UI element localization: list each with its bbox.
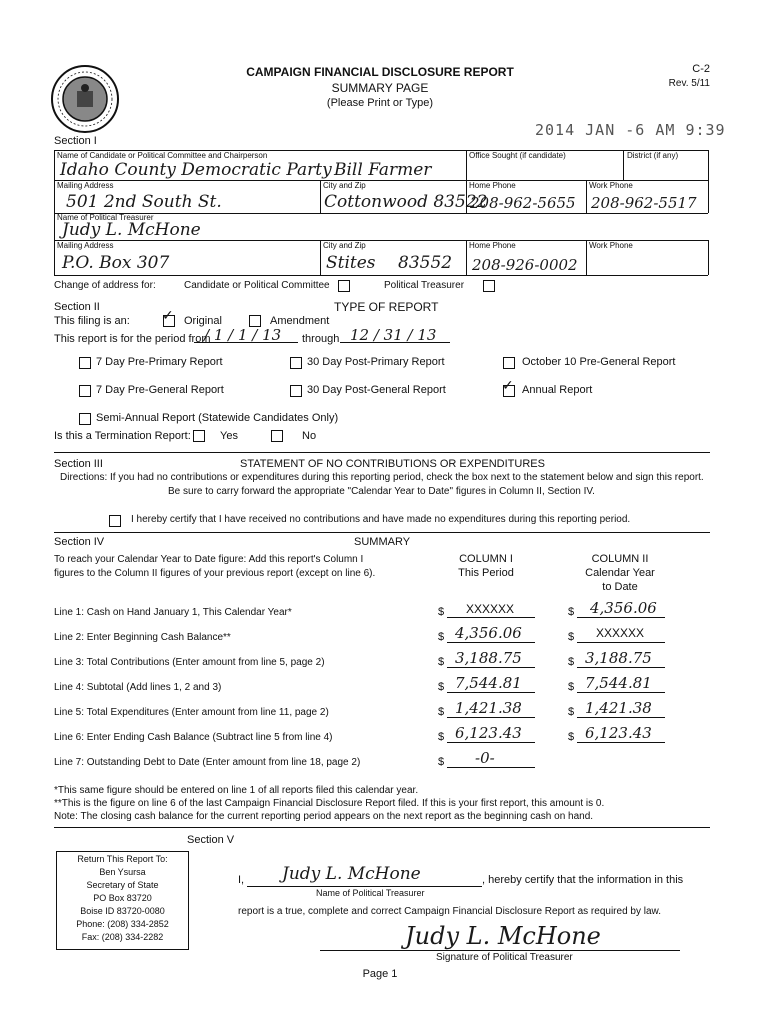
post-general-checkbox[interactable] [290,385,302,397]
pre-primary-checkbox[interactable] [79,357,91,369]
name-caption: Name of Political Treasurer [316,888,425,898]
col1-subtitle: This Period [458,567,514,579]
period-from: / 1 / 1 / 13 [204,326,282,344]
line-col1-value: 6,123.43 [455,724,522,742]
signature-caption: Signature of Political Treasurer [436,952,573,963]
period-to: 12 / 31 / 13 [350,326,437,344]
return-line: Boise ID 83720-0080 [80,906,165,916]
treasurer-zip: 83552 [398,253,453,273]
home-phone: 208-962-5655 [470,194,576,212]
col1-title: COLUMN I [459,553,513,565]
col2-currency: $ [568,706,575,718]
col1-currency: $ [438,706,445,718]
section5-label: Section V [187,834,235,846]
change-committee-label: Candidate or Political Committee [184,280,330,291]
no-activity-checkbox[interactable] [109,515,121,527]
certify-i-label: I, [238,874,245,886]
return-line: PO Box 83720 [93,893,152,903]
section1-label: Section I [54,135,97,147]
col2-currency: $ [568,631,575,643]
line-label: Line 7: Outstanding Debt to Date (Enter amount from line 18, page 2) [54,757,361,768]
col1-currency: $ [438,606,445,618]
post-primary-checkbox[interactable] [290,357,302,369]
line-label: Line 6: Enter Ending Cash Balance (Subtract line 5 from line 4) [54,732,333,743]
treasurer-signature: Judy L. McHone [405,922,601,950]
col2-subtitle-2: to Date [602,581,638,593]
pre-primary-label: 7 Day Pre-Primary Report [96,356,223,368]
city-zip: Cottonwood 83522 [324,192,488,212]
mailing-label: Mailing Address [57,181,114,190]
treasurer-city: Stites [326,253,376,273]
section3-divider [54,452,710,453]
treasurer-mailing-label: Mailing Address [57,241,114,250]
pre-general-label: 7 Day Pre-General Report [96,384,224,396]
line-label: Line 2: Enter Beginning Cash Balance** [54,632,231,643]
section3-directions-2: Be sure to carry forward the appropriate "Calendar Year to Date" figures in Column II, Section IV. [168,486,595,497]
signature-line [320,950,680,951]
section4-intro-1: To reach your Calendar Year to Date figure: Add this report's Column I [54,554,364,565]
report-subtitle: SUMMARY PAGE [331,81,429,95]
amendment-label: Amendment [270,315,330,327]
termination-label: Is this a Termination Report: [54,430,191,442]
line-col1-value: -0- [475,749,495,767]
annual-check-icon: ✓ [502,378,514,394]
line-col1-value: 4,356.06 [455,624,522,642]
chairperson-name: Bill Farmer [334,160,432,180]
termination-no-label: No [302,430,317,442]
col1-currency: $ [438,681,445,693]
line-label: Line 1: Cash on Hand January 1, This Calendar Year* [54,607,292,618]
seal-icon [50,64,120,134]
return-line: Fax: (208) 334-2282 [81,932,164,942]
certifier-name: Judy L. McHone [282,864,421,884]
col2-currency: $ [568,681,575,693]
col2-currency: $ [568,606,575,618]
through-label: through [302,333,340,345]
col2-subtitle-1: Calendar Year [585,567,655,579]
work-phone-label: Work Phone [589,181,633,190]
oct10-checkbox[interactable] [503,357,515,369]
form-number: C-2 [692,63,710,75]
footnote-2: **This is the figure on line 6 of the last Campaign Financial Disclosure Report filed. If this is your first report, this amount is 0. [54,798,605,809]
pre-general-checkbox[interactable] [79,385,91,397]
treasurer-name: Judy L. McHone [62,220,201,240]
col1-currency: $ [438,731,445,743]
original-check-icon: ✓ [162,308,174,324]
report-title: CAMPAIGN FINANCIAL DISCLOSURE REPORT [246,65,514,79]
section4-divider [54,532,710,533]
candidate-label: Name of Candidate or Political Committee and Chairperson [57,151,268,160]
change-treasurer-checkbox[interactable] [483,280,495,292]
line-col1-value: 7,544.81 [455,674,522,692]
line-col2-value: 1,421.38 [585,699,652,717]
col1-currency: $ [438,656,445,668]
home-phone-label: Home Phone [469,181,516,190]
section4-intro-2: figures to the Column II figures of your previous report (except on line 6). [54,568,376,579]
line-label: Line 3: Total Contributions (Enter amount from line 5, page 2) [54,657,325,668]
return-address-box [56,851,189,950]
line-col1-value: 1,421.38 [455,699,522,717]
line-label: Line 5: Total Expenditures (Enter amount from line 11, page 2) [54,707,329,718]
treasurer-work-phone-label: Work Phone [589,241,633,250]
termination-yes-label: Yes [220,430,238,442]
return-line: Return This Report To: [77,854,168,864]
termination-yes-checkbox[interactable] [193,430,205,442]
change-address-label: Change of address for: [54,280,156,291]
mailing-address: 501 2nd South St. [66,192,222,212]
form-revision: Rev. 5/11 [668,78,710,89]
section4-title: SUMMARY [354,536,411,548]
line-col2-value: 3,188.75 [585,649,652,667]
treasurer-home-phone: 208-926-0002 [472,256,578,274]
page-number: Page 1 [362,968,398,980]
footnote-1: *This same figure should be entered on line 1 of all reports filed this calendar year. [54,785,419,796]
footnote-3: Note: The closing cash balance for the current reporting period appears on the next report as the beginning cash on hand. [54,811,594,822]
return-line: Ben Ysursa [99,867,146,877]
city-label: City and Zip [323,181,366,190]
section2-label: Section II [54,301,100,313]
treasurer-mailing: P.O. Box 307 [62,253,170,273]
line-col2-value: 4,356.06 [590,599,657,617]
semiannual-label: Semi-Annual Report (Statewide Candidates Only) [96,412,339,424]
change-committee-checkbox[interactable] [338,280,350,292]
col2-currency: $ [568,731,575,743]
received-stamp: 2014 JAN -6 AM 9:39 [535,121,726,139]
col1-currency: $ [438,756,445,768]
return-line: Secretary of State [86,880,159,890]
post-primary-label: 30 Day Post-Primary Report [307,356,445,368]
semiannual-checkbox[interactable] [79,413,91,425]
change-treasurer-label: Political Treasurer [384,280,465,291]
line-col1-value: XXXXXX [465,602,515,616]
treasurer-home-phone-label: Home Phone [469,241,516,250]
oct10-label: October 10 Pre-General Report [522,356,676,368]
line-label: Line 4: Subtotal (Add lines 1, 2 and 3) [54,682,222,693]
type-of-report-title: TYPE OF REPORT [334,300,439,314]
filing-label: This filing is an: [54,315,130,327]
candidate-name: Idaho County Democratic Party [60,160,332,180]
certify-text-2: report is a true, complete and correct Campaign Financial Disclosure Report as required by law. [238,906,661,917]
post-general-label: 30 Day Post-General Report [307,384,446,396]
office-label: Office Sought (if candidate) [469,151,566,160]
treasurer-city-label: City and Zip [323,241,366,250]
col1-currency: $ [438,631,445,643]
report-instruction: (Please Print or Type) [326,97,434,109]
district-label: District (if any) [627,151,679,160]
annual-label: Annual Report [522,384,593,396]
col2-title: COLUMN II [591,553,649,565]
section3-title: STATEMENT OF NO CONTRIBUTIONS OR EXPENDITURES [240,458,545,470]
certify-text: , hereby certify that the information in this [482,874,684,886]
section3-label: Section III [54,458,103,470]
state-seal [50,64,120,134]
no-activity-certify: I hereby certify that I have received no contributions and have made no expenditures during this reporting period. [131,514,631,525]
section3-directions-1: Directions: If you had no contributions or expenditures during this reporting period, check the box next to the statement below and sign this report. [60,472,704,483]
section5-divider [54,827,710,828]
line-col1-value: 3,188.75 [455,649,522,667]
original-label: Original [184,315,222,327]
treasurer-label: Name of Political Treasurer [57,213,154,222]
line-col2-value: 6,123.43 [585,724,652,742]
col2-currency: $ [568,656,575,668]
termination-no-checkbox[interactable] [271,430,283,442]
return-line: Phone: (208) 334-2852 [76,919,169,929]
section4-label: Section IV [54,536,105,548]
line-col2-value: 7,544.81 [585,674,652,692]
work-phone: 208-962-5517 [591,194,697,212]
period-label: This report is for the period from [54,333,211,345]
line-col2-value: XXXXXX [595,626,645,640]
